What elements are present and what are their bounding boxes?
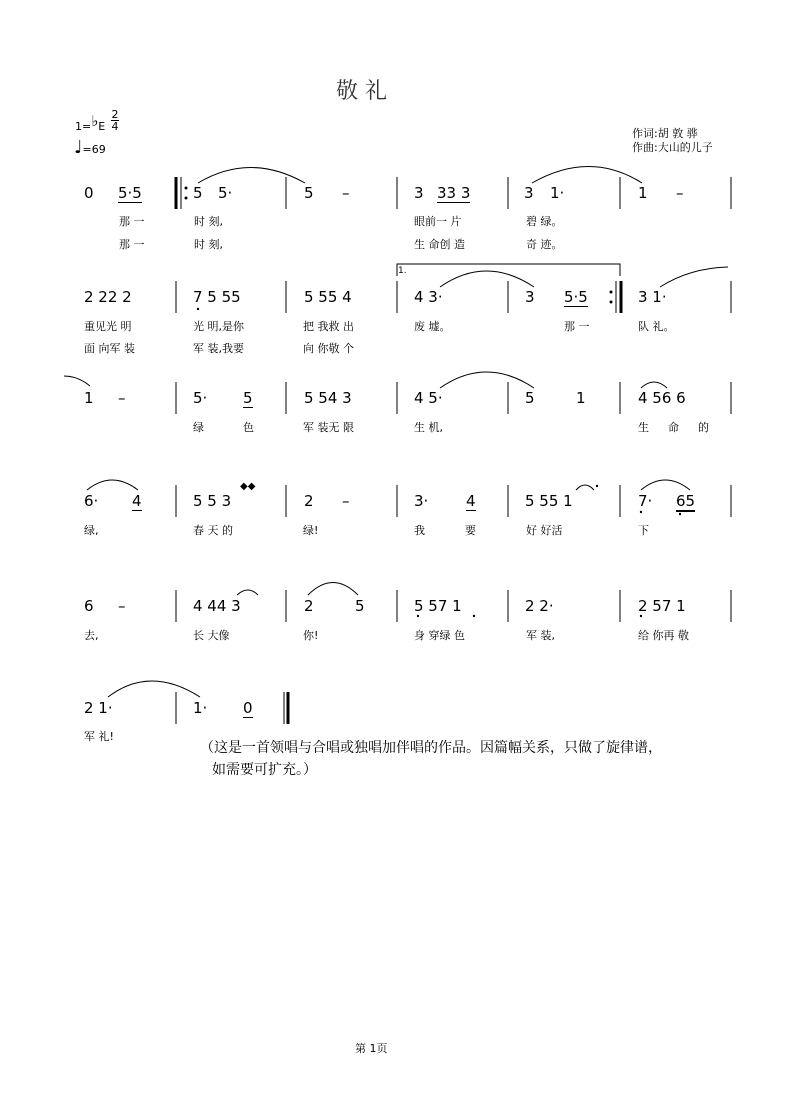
note-group: 4 44 3 bbox=[193, 597, 241, 615]
tie-mark bbox=[440, 271, 534, 287]
note-group: 4 5· bbox=[414, 389, 443, 407]
note-group: 33 3 bbox=[437, 184, 471, 202]
octave-dot bbox=[417, 615, 419, 617]
lyric: 身 穿绿 色 bbox=[414, 629, 465, 642]
note-group: 0 bbox=[84, 184, 94, 202]
lyric: 春 天 的 bbox=[193, 524, 233, 537]
lyric: 的 bbox=[698, 421, 709, 434]
lyric: 眼前一 片 bbox=[414, 215, 462, 228]
lyric: 废 墟。 bbox=[414, 320, 451, 333]
note-group: 5·5 bbox=[564, 288, 588, 306]
note-group: 4 bbox=[466, 492, 476, 510]
lyric: 队 礼。 bbox=[638, 320, 675, 333]
lyric: 我 bbox=[414, 524, 425, 537]
page-number: 第 1页 bbox=[355, 1042, 388, 1055]
note-group: 3 bbox=[524, 184, 534, 202]
lyric: 好 好活 bbox=[526, 524, 563, 537]
note-group: 1 bbox=[84, 389, 94, 407]
note-group: – bbox=[676, 184, 684, 202]
key-prefix: 1= bbox=[75, 120, 92, 133]
note-group: 2 22 2 bbox=[84, 288, 132, 306]
lyric: 那 一 bbox=[119, 238, 145, 251]
lyric: 向 你敬 个 bbox=[303, 342, 354, 355]
remark-line: 如需要可扩充。） bbox=[212, 762, 317, 778]
lyric: 长 大像 bbox=[193, 629, 230, 642]
note-group: 2 1· bbox=[84, 699, 113, 717]
tempo-value: =69 bbox=[82, 143, 106, 156]
lyric: 命 bbox=[668, 421, 679, 434]
octave-dot bbox=[596, 485, 598, 487]
note-group: 6· bbox=[84, 492, 99, 510]
note-group: 5 bbox=[525, 389, 535, 407]
time-numerator: 2 bbox=[111, 108, 119, 121]
note-group: – bbox=[118, 597, 126, 615]
page-title: 敬 礼 bbox=[336, 79, 387, 104]
lyricist-credit: 作词:胡 敦 骅 bbox=[632, 127, 698, 140]
tie-mark bbox=[660, 267, 728, 287]
lyric: 绿, bbox=[84, 524, 99, 537]
lyric: 下 bbox=[638, 524, 649, 537]
repeat-dot bbox=[610, 291, 613, 294]
note-group: 5 bbox=[355, 597, 365, 615]
lyric: 生 命创 造 bbox=[414, 238, 465, 251]
tie-mark bbox=[108, 681, 200, 697]
note-group: 1 bbox=[576, 389, 586, 407]
octave-dot bbox=[473, 615, 475, 617]
lyric: 军 装无 限 bbox=[303, 421, 354, 434]
lyric: 时 刻, bbox=[194, 238, 223, 251]
lyric: 面 向军 装 bbox=[84, 342, 135, 355]
lyric: 色 bbox=[243, 421, 254, 434]
repeat-dot bbox=[185, 197, 188, 200]
note-group: 3 bbox=[414, 184, 424, 202]
tie-mark bbox=[237, 590, 258, 595]
repeat-dot bbox=[185, 187, 188, 190]
note-group: 5 57 1 bbox=[414, 597, 462, 615]
lyric: 军 装,我要 bbox=[193, 342, 244, 355]
note-group: 5· bbox=[218, 184, 233, 202]
key-note: E bbox=[98, 120, 106, 133]
octave-dot bbox=[640, 511, 642, 513]
lyric: 把 我救 出 bbox=[303, 320, 354, 333]
note-group: 5 5 3 bbox=[193, 492, 232, 510]
tie-mark bbox=[87, 480, 138, 490]
note-group: 2 bbox=[304, 492, 314, 510]
lyric: 碧 绿。 bbox=[526, 215, 563, 228]
note-group: – bbox=[342, 184, 350, 202]
note-group: 7· bbox=[638, 492, 653, 510]
note-group: 5 bbox=[243, 389, 253, 407]
note-group: 5 bbox=[304, 184, 314, 202]
tie-mark bbox=[308, 583, 358, 596]
lyric: 绿! bbox=[303, 524, 319, 537]
note-group: 5 54 3 bbox=[304, 389, 352, 407]
lyric: 光 明,是你 bbox=[193, 320, 244, 333]
tie-mark bbox=[198, 168, 305, 184]
lyric: 给 你再 敬 bbox=[638, 629, 689, 642]
note-group: 3 1· bbox=[638, 288, 667, 306]
quarter-note-icon: ♩ bbox=[74, 137, 83, 158]
flat-icon: ♭ bbox=[91, 112, 99, 130]
lyric: 要 bbox=[465, 524, 476, 537]
lyric: 绿 bbox=[193, 421, 204, 434]
octave-dot bbox=[679, 513, 681, 515]
note-group: 1 bbox=[638, 184, 648, 202]
note-group: 0 bbox=[243, 699, 253, 717]
note-group: 2 57 1 bbox=[638, 597, 686, 615]
lyric: 时 刻, bbox=[194, 215, 223, 228]
note-group: 4 bbox=[132, 492, 142, 510]
lyric: 那 一 bbox=[119, 215, 145, 228]
tie-mark bbox=[641, 480, 690, 490]
note-group: 4 56 6 bbox=[638, 389, 686, 407]
lyric: 你! bbox=[303, 629, 319, 642]
note-group: 3· bbox=[414, 492, 429, 510]
note-group: 5 55 4 bbox=[304, 288, 352, 306]
lyric: 生 bbox=[638, 421, 649, 434]
tie-mark bbox=[532, 167, 642, 184]
lyric: 重见光 明 bbox=[84, 320, 132, 333]
tie-mark bbox=[64, 376, 90, 386]
note-group: 4 3· bbox=[414, 288, 443, 306]
note-group: 5· bbox=[193, 389, 208, 407]
note-group: 1· bbox=[550, 184, 565, 202]
note-group: 6 bbox=[84, 597, 94, 615]
time-denominator: 4 bbox=[111, 120, 119, 133]
remark-line: （这是一首领唱与合唱或独唱加伴唱的作品。因篇幅关系，只做了旋律谱， bbox=[200, 740, 662, 756]
lyric: 那 一 bbox=[564, 320, 590, 333]
note-group: – bbox=[342, 492, 350, 510]
lyric: 奇 迹。 bbox=[526, 238, 563, 251]
note-group: 2 bbox=[304, 597, 314, 615]
note-group: 5 bbox=[193, 184, 203, 202]
lyric: 军 装, bbox=[526, 629, 555, 642]
lyric: 军 礼! bbox=[84, 730, 114, 743]
lyric: 去, bbox=[84, 629, 99, 642]
volta-label: 1. bbox=[398, 266, 407, 276]
note-group: 7 5 55 bbox=[193, 288, 241, 306]
note-group: 5·5 bbox=[118, 184, 142, 202]
octave-dot bbox=[640, 615, 642, 617]
note-group: 65 bbox=[676, 492, 696, 510]
note-group: 1· bbox=[193, 699, 208, 717]
tie-mark bbox=[440, 372, 534, 388]
note-group: – bbox=[118, 389, 126, 407]
ornament-icon: ◆◆ bbox=[240, 481, 256, 492]
composer-credit: 作曲:大山的儿子 bbox=[632, 141, 713, 154]
tie-mark bbox=[641, 382, 667, 388]
repeat-dot bbox=[610, 301, 613, 304]
note-group: 5 55 1 bbox=[525, 492, 573, 510]
note-group: 2 2· bbox=[525, 597, 554, 615]
tie-mark bbox=[576, 485, 594, 490]
lyric: 生 机, bbox=[414, 421, 443, 434]
note-group: 3 bbox=[525, 288, 535, 306]
octave-dot bbox=[197, 308, 199, 310]
